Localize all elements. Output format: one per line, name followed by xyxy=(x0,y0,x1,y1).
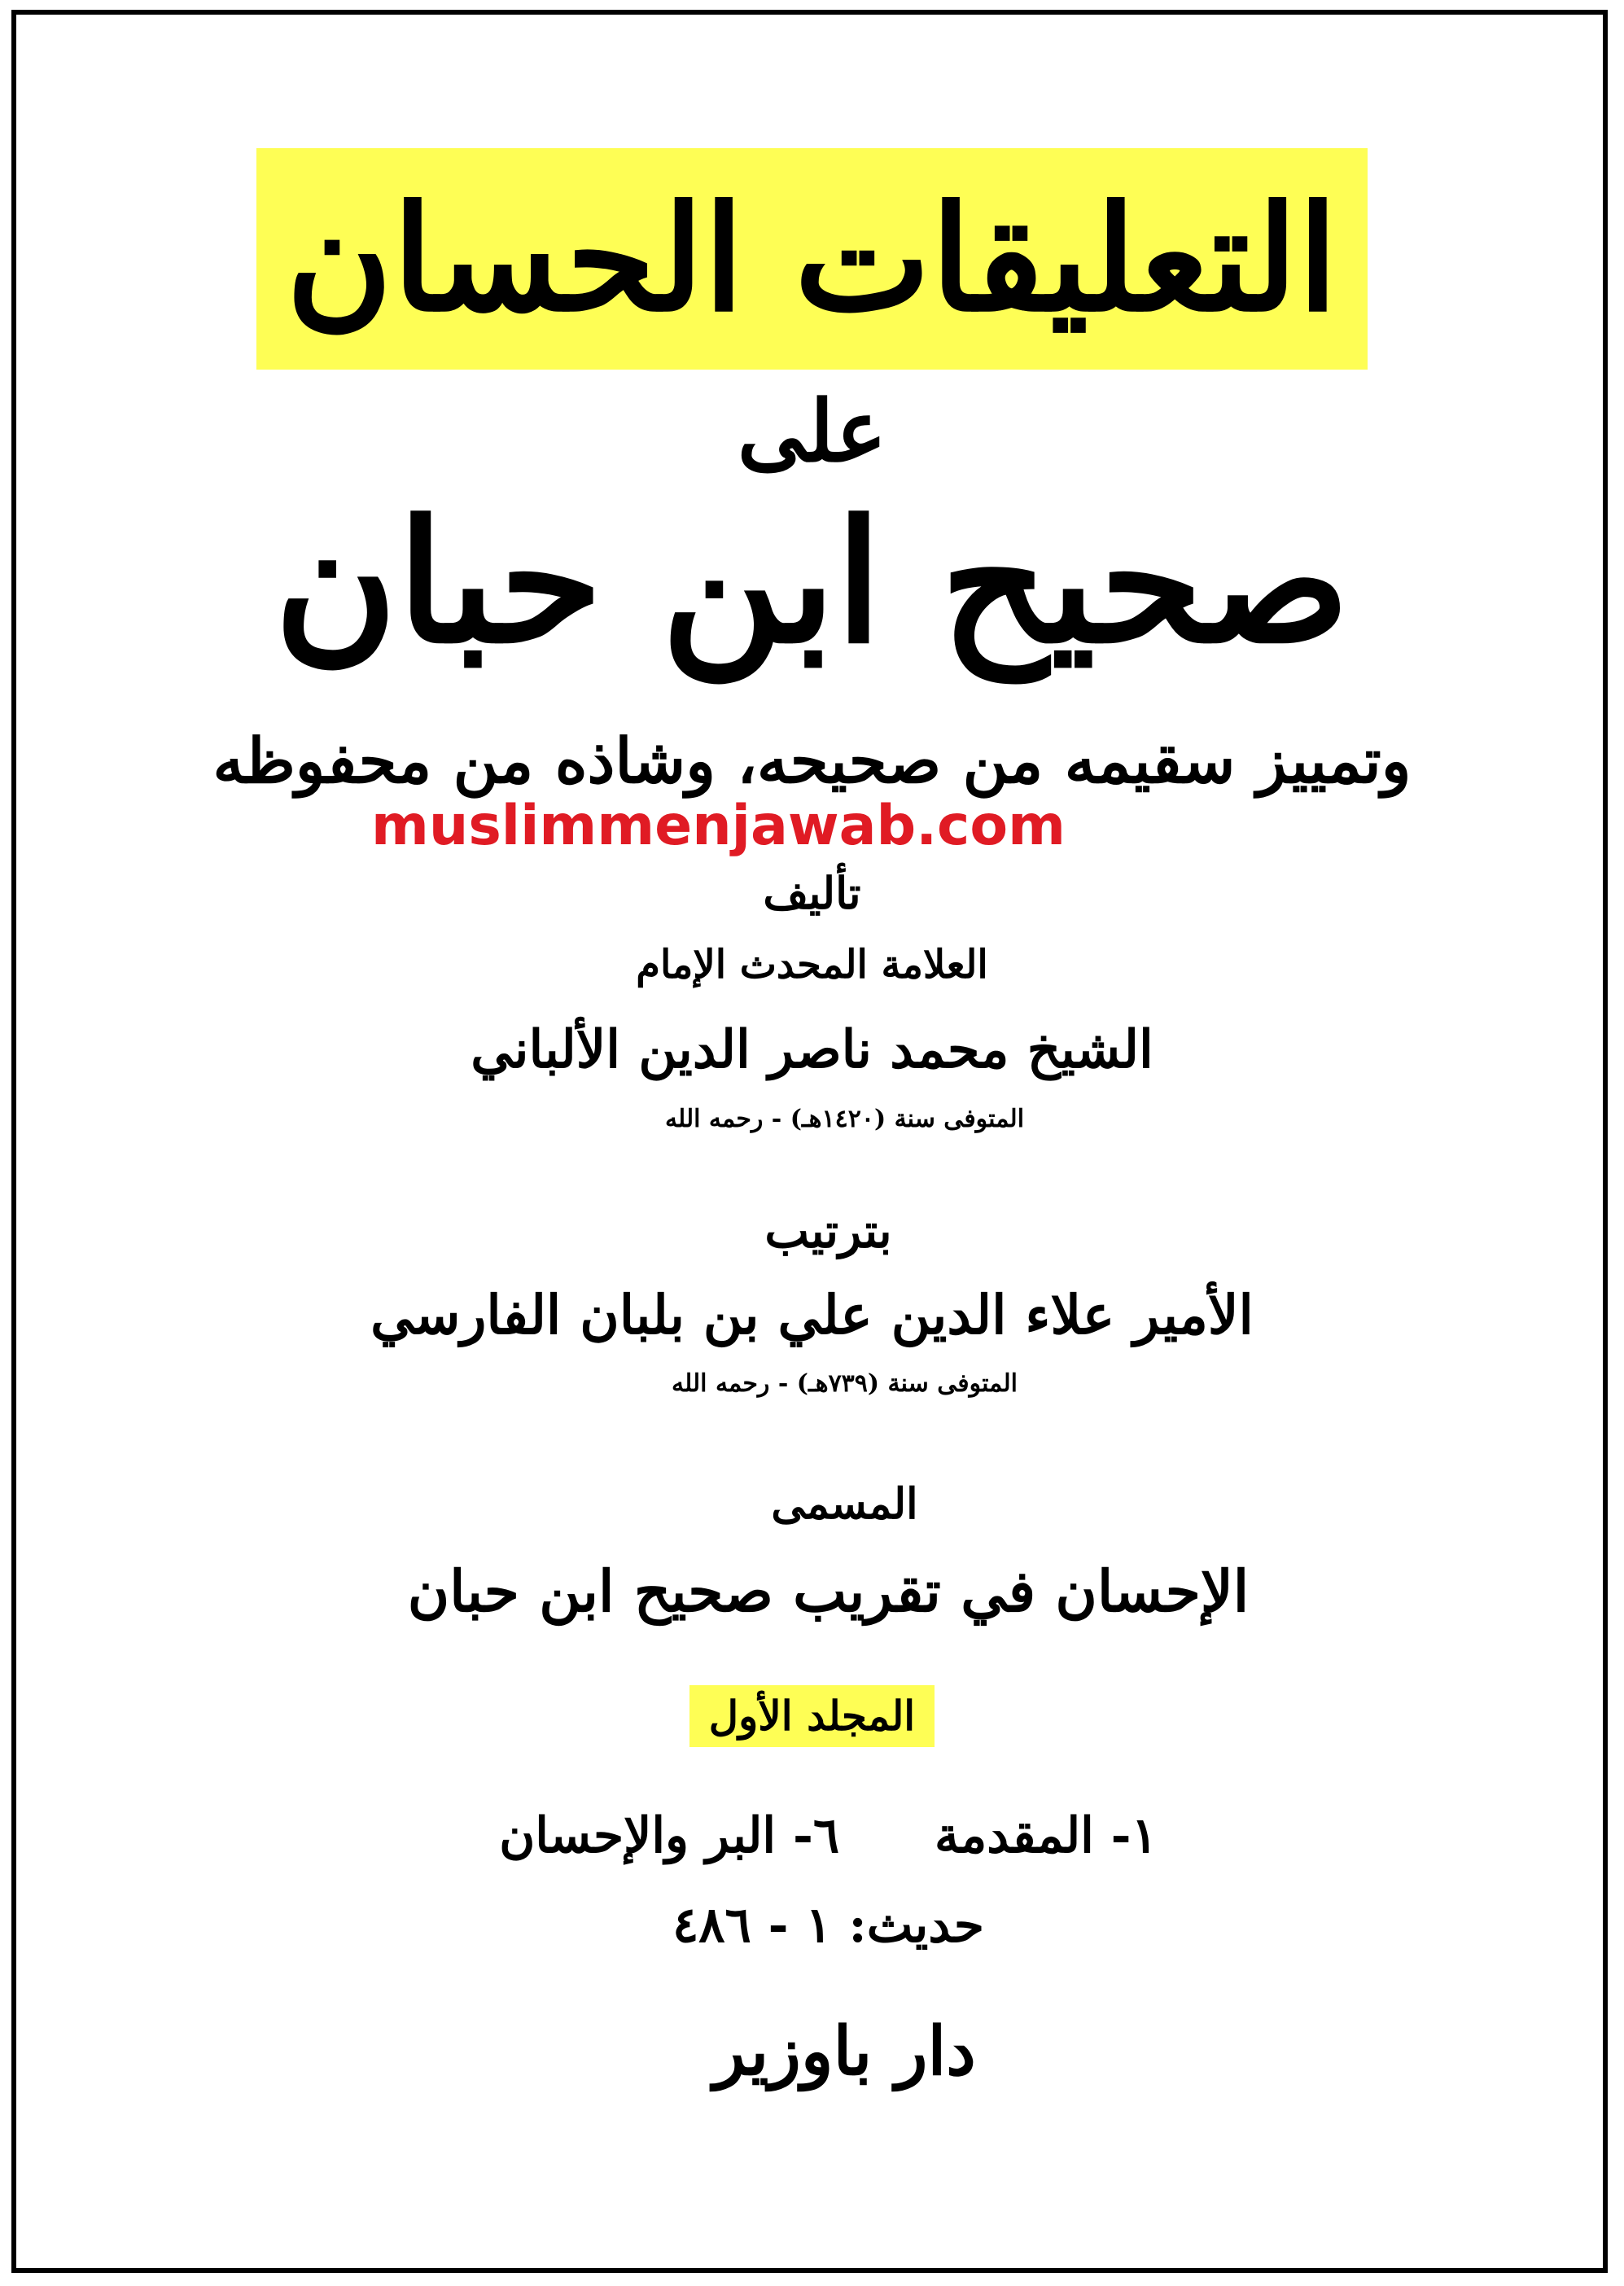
musamma-label: المسمى xyxy=(771,1479,918,1529)
alternate-title: الإحسان في تقريب صحيح ابن حبان xyxy=(407,1557,1250,1625)
author-death-note: المتوفى سنة (١٤٢٠هـ) - رحمه الله xyxy=(664,1105,1025,1133)
main-title: التعليقات الحسان xyxy=(256,148,1367,370)
contents-item: ١- المقدمة xyxy=(934,1807,1158,1864)
volume-row xyxy=(0,1685,1624,1747)
watermark-url: muslimmenjawab.com xyxy=(371,794,1066,858)
arranger-name: الأمير علاء الدين علي بن بلبان الفارسي xyxy=(370,1283,1254,1347)
contents-row xyxy=(16,1799,1624,1872)
main-title-row xyxy=(0,148,1624,370)
author-epithet: العلامة المحدث الإمام xyxy=(636,942,988,988)
publisher-name: دار باوزير xyxy=(713,2012,976,2091)
arranger-death-note: المتوفى سنة (٧٣٩هـ) - رحمه الله xyxy=(672,1369,1018,1398)
author-name: الشيخ محمد ناصر الدين الألباني xyxy=(471,1019,1153,1080)
hadith-range: حديث: ١ - ٤٨٦ xyxy=(672,1897,984,1954)
contents-item: ٦- البر والإحسان xyxy=(499,1807,840,1864)
ala-word: على xyxy=(737,381,887,481)
volume-label: المجلد الأول xyxy=(689,1685,935,1747)
talif-label: تأليف xyxy=(763,867,861,919)
subtitle: وتمييز سقيمه من صحيحه، وشاذه من محفوظه xyxy=(212,725,1412,797)
book-title: صحيح ابن حبان xyxy=(274,484,1350,681)
arrangement-label: بترتيب xyxy=(764,1203,892,1259)
